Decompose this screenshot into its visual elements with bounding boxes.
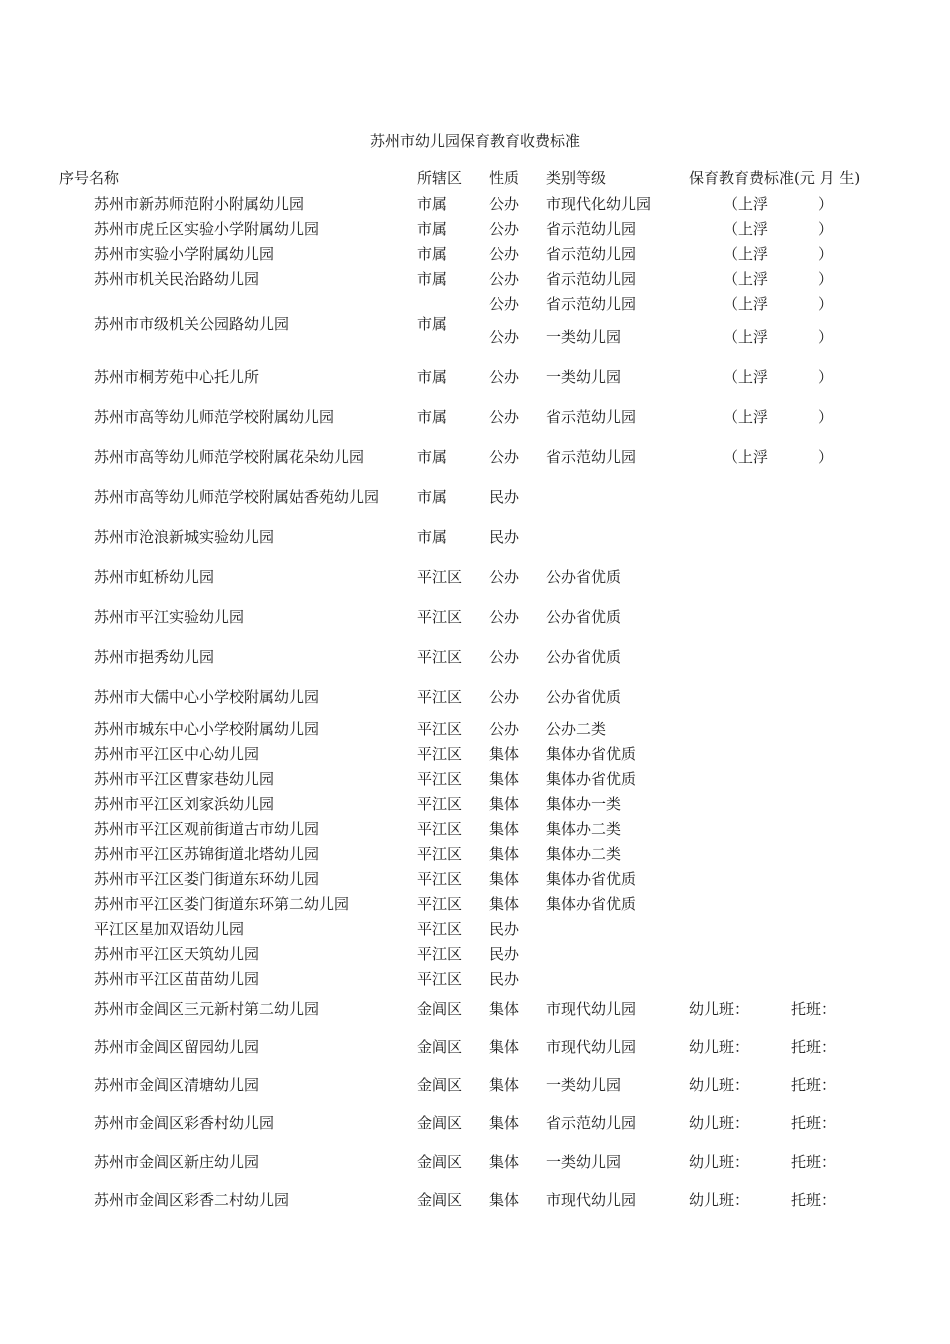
nature-cell: 集体 bbox=[489, 1191, 520, 1209]
nature-cell: 集体 bbox=[489, 870, 520, 888]
table-row bbox=[0, 243, 950, 265]
district-cell: 平江区 bbox=[417, 770, 463, 788]
table-row bbox=[0, 406, 950, 428]
fee-float-cell: （上浮 ） bbox=[723, 448, 834, 466]
kindergarten-fee-cell: 幼儿班： bbox=[689, 1153, 750, 1171]
nature-cell: 集体 bbox=[489, 770, 520, 788]
category-cell: 省示范幼儿园 bbox=[546, 448, 637, 466]
table-row bbox=[0, 366, 950, 388]
nature-cell: 集体 bbox=[489, 745, 520, 763]
district-cell: 金阊区 bbox=[417, 1114, 463, 1132]
category-cell: 一类幼儿园 bbox=[546, 1076, 622, 1094]
table-row bbox=[0, 686, 950, 708]
district-cell: 金阊区 bbox=[417, 1153, 463, 1171]
district-cell: 市属 bbox=[417, 488, 448, 506]
category-cell: 市现代幼儿园 bbox=[546, 1000, 637, 1018]
school-name-cell: 苏州市平江实验幼儿园 bbox=[94, 608, 245, 626]
category-cell: 市现代化幼儿园 bbox=[546, 195, 652, 213]
category-cell: 集体办省优质 bbox=[546, 870, 637, 888]
page-title: 苏州市幼儿园保育教育收费标准 bbox=[369, 132, 580, 150]
nature-cell: 公办 bbox=[489, 568, 520, 586]
nursery-fee-cell: 托班： bbox=[791, 1038, 837, 1056]
district-cell: 平江区 bbox=[417, 608, 463, 626]
nature-cell: 公办 bbox=[489, 608, 520, 626]
school-name-cell: 苏州市桐芳苑中心托儿所 bbox=[94, 368, 260, 386]
nature-cell: 公办 bbox=[489, 368, 520, 386]
fee-float-cell: （上浮 ） bbox=[723, 408, 834, 426]
kindergarten-fee-cell: 幼儿班： bbox=[689, 1000, 750, 1018]
header-index-name: 序号名称 bbox=[59, 169, 120, 187]
category-cell: 公办省优质 bbox=[546, 648, 622, 666]
school-name-cell: 苏州市平江区娄门街道东环幼儿园 bbox=[94, 870, 320, 888]
district-cell: 市属 bbox=[417, 528, 448, 546]
fee-float-cell: （上浮 ） bbox=[723, 328, 834, 346]
category-cell: 省示范幼儿园 bbox=[546, 270, 637, 288]
category-cell: 省示范幼儿园 bbox=[546, 1114, 637, 1132]
nature-cell: 集体 bbox=[489, 1038, 520, 1056]
category-cell: 公办省优质 bbox=[546, 568, 622, 586]
table-row bbox=[0, 793, 950, 815]
category-cell: 公办省优质 bbox=[546, 688, 622, 706]
district-cell: 市属 bbox=[417, 448, 448, 466]
header-nature: 性质 bbox=[489, 169, 520, 187]
category-cell: 一类幼儿园 bbox=[546, 328, 622, 346]
category-cell: 市现代幼儿园 bbox=[546, 1191, 637, 1209]
nature-cell: 民办 bbox=[489, 528, 520, 546]
nursery-fee-cell: 托班： bbox=[791, 1153, 837, 1171]
school-name-cell: 苏州市平江区天筑幼儿园 bbox=[94, 945, 260, 963]
school-name-cell: 苏州市平江区刘家浜幼儿园 bbox=[94, 795, 275, 813]
table-row bbox=[0, 486, 950, 508]
nature-cell: 公办 bbox=[489, 720, 520, 738]
kindergarten-fee-cell: 幼儿班： bbox=[689, 1191, 750, 1209]
table-row bbox=[0, 218, 950, 240]
table-row bbox=[0, 893, 950, 915]
table-row bbox=[0, 193, 950, 215]
header-fee: 保育教育费标准(元 月 生) bbox=[689, 169, 861, 187]
table-row bbox=[0, 1151, 950, 1173]
nature-cell: 公办 bbox=[489, 245, 520, 263]
district-cell: 市属 bbox=[417, 220, 448, 238]
fee-float-cell: （上浮 ） bbox=[723, 295, 834, 313]
district-cell: 平江区 bbox=[417, 745, 463, 763]
table-row bbox=[0, 646, 950, 668]
category-cell: 集体办二类 bbox=[546, 845, 622, 863]
school-name-cell: 苏州市平江区曹家巷幼儿园 bbox=[94, 770, 275, 788]
nature-cell: 公办 bbox=[489, 648, 520, 666]
district-cell: 平江区 bbox=[417, 720, 463, 738]
table-row bbox=[0, 943, 950, 965]
district-cell: 平江区 bbox=[417, 688, 463, 706]
category-cell: 省示范幼儿园 bbox=[546, 408, 637, 426]
school-name-cell: 苏州市平江区娄门街道东环第二幼儿园 bbox=[94, 895, 350, 913]
category-cell: 省示范幼儿园 bbox=[546, 245, 637, 263]
school-name-cell: 苏州市挹秀幼儿园 bbox=[94, 648, 215, 666]
nursery-fee-cell: 托班： bbox=[791, 1114, 837, 1132]
category-cell: 省示范幼儿园 bbox=[546, 295, 637, 313]
nature-cell: 集体 bbox=[489, 795, 520, 813]
school-name-cell: 苏州市平江区观前街道古市幼儿园 bbox=[94, 820, 320, 838]
school-name-cell: 苏州市金阊区清塘幼儿园 bbox=[94, 1076, 260, 1094]
nature-cell: 民办 bbox=[489, 488, 520, 506]
table-row bbox=[0, 1189, 950, 1211]
table-row bbox=[0, 743, 950, 765]
school-name-cell: 苏州市市级机关公园路幼儿园 bbox=[94, 315, 290, 333]
district-cell: 市属 bbox=[417, 195, 448, 213]
table-row bbox=[0, 768, 950, 790]
school-name-cell: 苏州市金阊区彩香村幼儿园 bbox=[94, 1114, 275, 1132]
school-name-cell: 苏州市城东中心小学校附属幼儿园 bbox=[94, 720, 320, 738]
table-row bbox=[0, 818, 950, 840]
category-cell: 集体办省优质 bbox=[546, 745, 637, 763]
school-name-cell: 苏州市实验小学附属幼儿园 bbox=[94, 245, 275, 263]
school-name-cell: 苏州市金阊区彩香二村幼儿园 bbox=[94, 1191, 290, 1209]
district-cell: 平江区 bbox=[417, 820, 463, 838]
table-row bbox=[0, 268, 950, 290]
category-cell: 集体办省优质 bbox=[546, 770, 637, 788]
nature-cell: 公办 bbox=[489, 328, 520, 346]
district-cell: 平江区 bbox=[417, 895, 463, 913]
nature-cell: 公办 bbox=[489, 408, 520, 426]
district-cell: 平江区 bbox=[417, 870, 463, 888]
table-row bbox=[0, 843, 950, 865]
district-cell: 金阊区 bbox=[417, 1000, 463, 1018]
category-cell: 集体办省优质 bbox=[546, 895, 637, 913]
district-cell: 平江区 bbox=[417, 920, 463, 938]
school-name-cell: 苏州市金阊区新庄幼儿园 bbox=[94, 1153, 260, 1171]
district-cell: 市属 bbox=[417, 408, 448, 426]
category-cell: 一类幼儿园 bbox=[546, 1153, 622, 1171]
table-row bbox=[0, 968, 950, 990]
district-cell: 平江区 bbox=[417, 568, 463, 586]
table-row bbox=[0, 718, 950, 740]
nature-cell: 公办 bbox=[489, 688, 520, 706]
table-row bbox=[0, 868, 950, 890]
nursery-fee-cell: 托班： bbox=[791, 1191, 837, 1209]
school-name-cell: 苏州市虎丘区实验小学附属幼儿园 bbox=[94, 220, 320, 238]
nature-cell: 民办 bbox=[489, 970, 520, 988]
nature-cell: 公办 bbox=[489, 195, 520, 213]
school-name-cell: 平江区星加双语幼儿园 bbox=[94, 920, 245, 938]
table-row bbox=[0, 1036, 950, 1058]
school-name-cell: 苏州市平江区苗苗幼儿园 bbox=[94, 970, 260, 988]
nature-cell: 集体 bbox=[489, 1000, 520, 1018]
school-name-cell: 苏州市机关民治路幼儿园 bbox=[94, 270, 260, 288]
table-row bbox=[0, 1112, 950, 1134]
district-cell: 金阊区 bbox=[417, 1038, 463, 1056]
district-cell: 金阊区 bbox=[417, 1191, 463, 1209]
kindergarten-fee-cell: 幼儿班： bbox=[689, 1076, 750, 1094]
district-cell: 平江区 bbox=[417, 845, 463, 863]
kindergarten-fee-cell: 幼儿班： bbox=[689, 1038, 750, 1056]
district-cell: 市属 bbox=[417, 368, 448, 386]
nursery-fee-cell: 托班： bbox=[791, 1000, 837, 1018]
district-cell: 市属 bbox=[417, 245, 448, 263]
header-district: 所辖区 bbox=[417, 169, 463, 187]
school-name-cell: 苏州市高等幼儿师范学校附属姑香苑幼儿园 bbox=[94, 488, 380, 506]
nature-cell: 集体 bbox=[489, 1114, 520, 1132]
category-cell: 公办二类 bbox=[546, 720, 607, 738]
nature-cell: 集体 bbox=[489, 1076, 520, 1094]
table-row bbox=[0, 1074, 950, 1096]
nature-cell: 集体 bbox=[489, 1153, 520, 1171]
school-name-cell: 苏州市沧浪新城实验幼儿园 bbox=[94, 528, 275, 546]
table-row bbox=[0, 918, 950, 940]
school-name-cell: 苏州市平江区中心幼儿园 bbox=[94, 745, 260, 763]
nature-cell: 集体 bbox=[489, 820, 520, 838]
kindergarten-fee-cell: 幼儿班： bbox=[689, 1114, 750, 1132]
school-name-cell: 苏州市高等幼儿师范学校附属幼儿园 bbox=[94, 408, 335, 426]
district-cell: 平江区 bbox=[417, 648, 463, 666]
nature-cell: 公办 bbox=[489, 270, 520, 288]
header-category: 类别等级 bbox=[546, 169, 607, 187]
nature-cell: 集体 bbox=[489, 895, 520, 913]
fee-float-cell: （上浮 ） bbox=[723, 220, 834, 238]
district-cell: 市属 bbox=[417, 315, 448, 333]
district-cell: 市属 bbox=[417, 270, 448, 288]
category-cell: 一类幼儿园 bbox=[546, 368, 622, 386]
school-name-cell: 苏州市高等幼儿师范学校附属花朵幼儿园 bbox=[94, 448, 365, 466]
nature-cell: 公办 bbox=[489, 448, 520, 466]
district-cell: 金阊区 bbox=[417, 1076, 463, 1094]
fee-float-cell: （上浮 ） bbox=[723, 245, 834, 263]
district-cell: 平江区 bbox=[417, 970, 463, 988]
table-row bbox=[0, 326, 950, 348]
nature-cell: 公办 bbox=[489, 295, 520, 313]
fee-float-cell: （上浮 ） bbox=[723, 195, 834, 213]
table-row bbox=[0, 293, 950, 315]
school-name-cell: 苏州市新苏师范附小附属幼儿园 bbox=[94, 195, 305, 213]
school-name-cell: 苏州市虹桥幼儿园 bbox=[94, 568, 215, 586]
category-cell: 集体办二类 bbox=[546, 820, 622, 838]
school-name-cell: 苏州市金阊区留园幼儿园 bbox=[94, 1038, 260, 1056]
table-row bbox=[0, 526, 950, 548]
district-cell: 平江区 bbox=[417, 795, 463, 813]
school-name-cell: 苏州市金阊区三元新村第二幼儿园 bbox=[94, 1000, 320, 1018]
nature-cell: 集体 bbox=[489, 845, 520, 863]
school-name-cell: 苏州市平江区苏锦街道北塔幼儿园 bbox=[94, 845, 320, 863]
school-name-cell: 苏州市大儒中心小学校附属幼儿园 bbox=[94, 688, 320, 706]
category-cell: 公办省优质 bbox=[546, 608, 622, 626]
nature-cell: 民办 bbox=[489, 920, 520, 938]
district-cell: 平江区 bbox=[417, 945, 463, 963]
table-row bbox=[0, 998, 950, 1020]
table-row bbox=[0, 606, 950, 628]
table-row bbox=[0, 446, 950, 468]
category-cell: 省示范幼儿园 bbox=[546, 220, 637, 238]
nature-cell: 民办 bbox=[489, 945, 520, 963]
category-cell: 集体办一类 bbox=[546, 795, 622, 813]
fee-float-cell: （上浮 ） bbox=[723, 270, 834, 288]
category-cell: 市现代幼儿园 bbox=[546, 1038, 637, 1056]
table-row bbox=[0, 566, 950, 588]
fee-float-cell: （上浮 ） bbox=[723, 368, 834, 386]
nursery-fee-cell: 托班： bbox=[791, 1076, 837, 1094]
nature-cell: 公办 bbox=[489, 220, 520, 238]
